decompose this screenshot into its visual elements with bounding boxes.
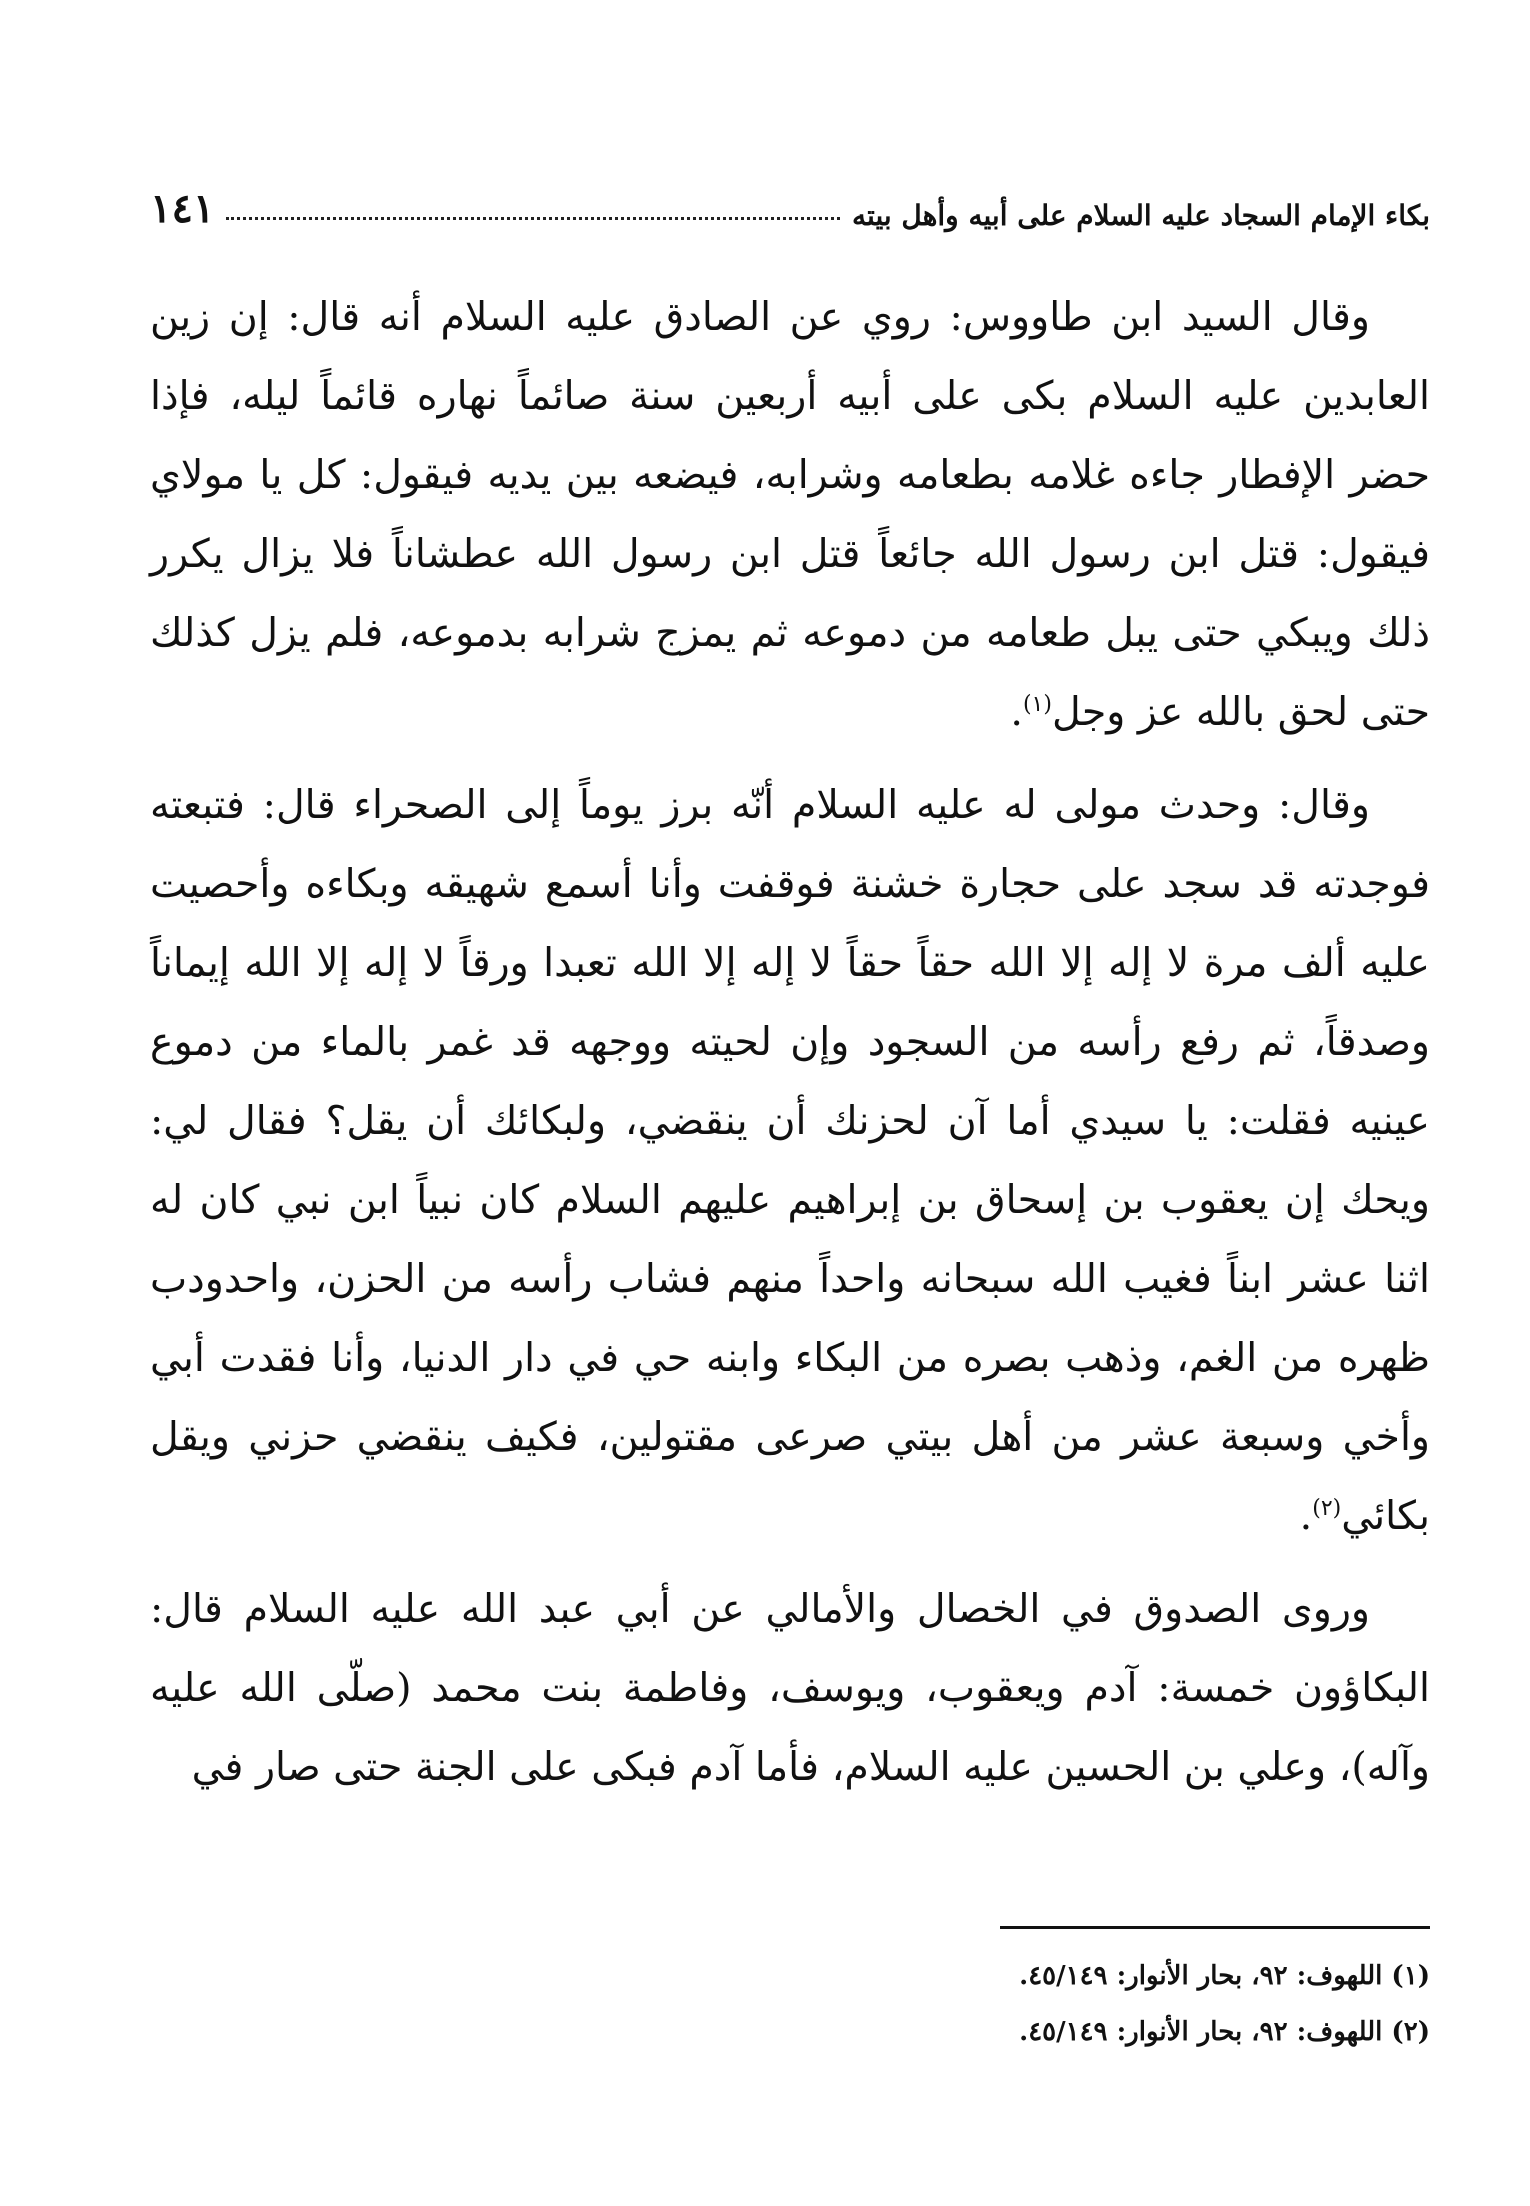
paragraph-text: وقال السيد ابن طاووس: روي عن الصادق عليه السلام أنه قال: إن زين العابدين عليه السلام بكى على أبيه أربعين سنة صائماً نهاره قائماً ليله، فإذا حضر الإفطار جاءه غلامه بطعامه وشرابه، فيضعه بين يديه فيقول: كل يا مولاي فيقول: قتل ابن رسول الله جائعاً قتل ابن رسول الله عطشاناً فلا يزال يكرر ذلك ويبكي حتى يبل طعامه من دموعه ثم يمزج شرابه بدموعه، فلم يزل كذلك حتى لحق بالله عز وجل: [150, 294, 1430, 735]
footnote-1: (١) اللهوف: ٩٢، بحار الأنوار: ٤٥/١٤٩.: [1019, 1961, 1430, 1991]
paragraph-text: وروى الصدوق في الخصال والأمالي عن أبي عبد الله عليه السلام قال: البكاؤون خمسة: آدم ويعقوب، ويوسف، وفاطمة بنت محمد (صلّى الله عليه وآله)، وعلي بن الحسين عليه السلام، فأما آدم فبكى على الجنة حتى صار في: [150, 1586, 1430, 1790]
paragraph-2: [150, 766, 1430, 1556]
dotted-leader: [226, 217, 840, 220]
footnotes: [150, 1948, 1430, 2060]
footnote-ref-1: (١): [1022, 691, 1052, 717]
paragraph-text: وقال: وحدث مولى له عليه السلام أنّه برز يوماً إلى الصحراء قال: فتبعته فوجدته قد سجد على حجارة خشنة فوقفت وأنا أسمع شهيقه وبكاءه وأحصيت عليه ألف مرة لا إله إلا الله حقاً حقاً لا إله إلا الله تعبدا ورقاً لا إله إلا الله إيماناً وصدقاً، ثم رفع رأسه من السجود وإن لحيته ووجهه قد غمر بالماء من دموع عينيه فقلت: يا سيدي أما آن لحزنك أن ينقضي، ولبكائك أن يقل؟ فقال لي: ويحك إن يعقوب بن إسحاق بن إبراهيم عليهم السلام كان نبياً ابن نبي كان له اثنا عشر ابناً فغيب الله سبحانه واحداً منهم فشاب رأسه من الحزن، واحدودب ظهره من الغم، وذهب بصره من البكاء وابنه حي في دار الدنيا، وأنا فقدت أبي وأخي وسبعة عشر من أهل بيتي صرعى مقتولين، فكيف ينقضي حزني ويقل بكائي: [150, 782, 1430, 1539]
page-number: ١٤١: [150, 185, 215, 232]
footnote-ref-2: (٢): [1312, 1495, 1342, 1521]
page-header: [150, 176, 1430, 232]
footnote-separator: [1000, 1926, 1430, 1929]
footnote-2: (٢) اللهوف: ٩٢، بحار الأنوار: ٤٥/١٤٩.: [1019, 2017, 1430, 2047]
paragraph-end: .: [1010, 689, 1023, 735]
running-head: بكاء الإمام السجاد عليه السلام على أبيه وأهل بيته: [851, 199, 1430, 232]
paragraph-end: .: [1299, 1493, 1313, 1539]
paragraph-1: [150, 278, 1430, 752]
body-text: [150, 278, 1430, 1807]
paragraph-3: [150, 1570, 1430, 1807]
